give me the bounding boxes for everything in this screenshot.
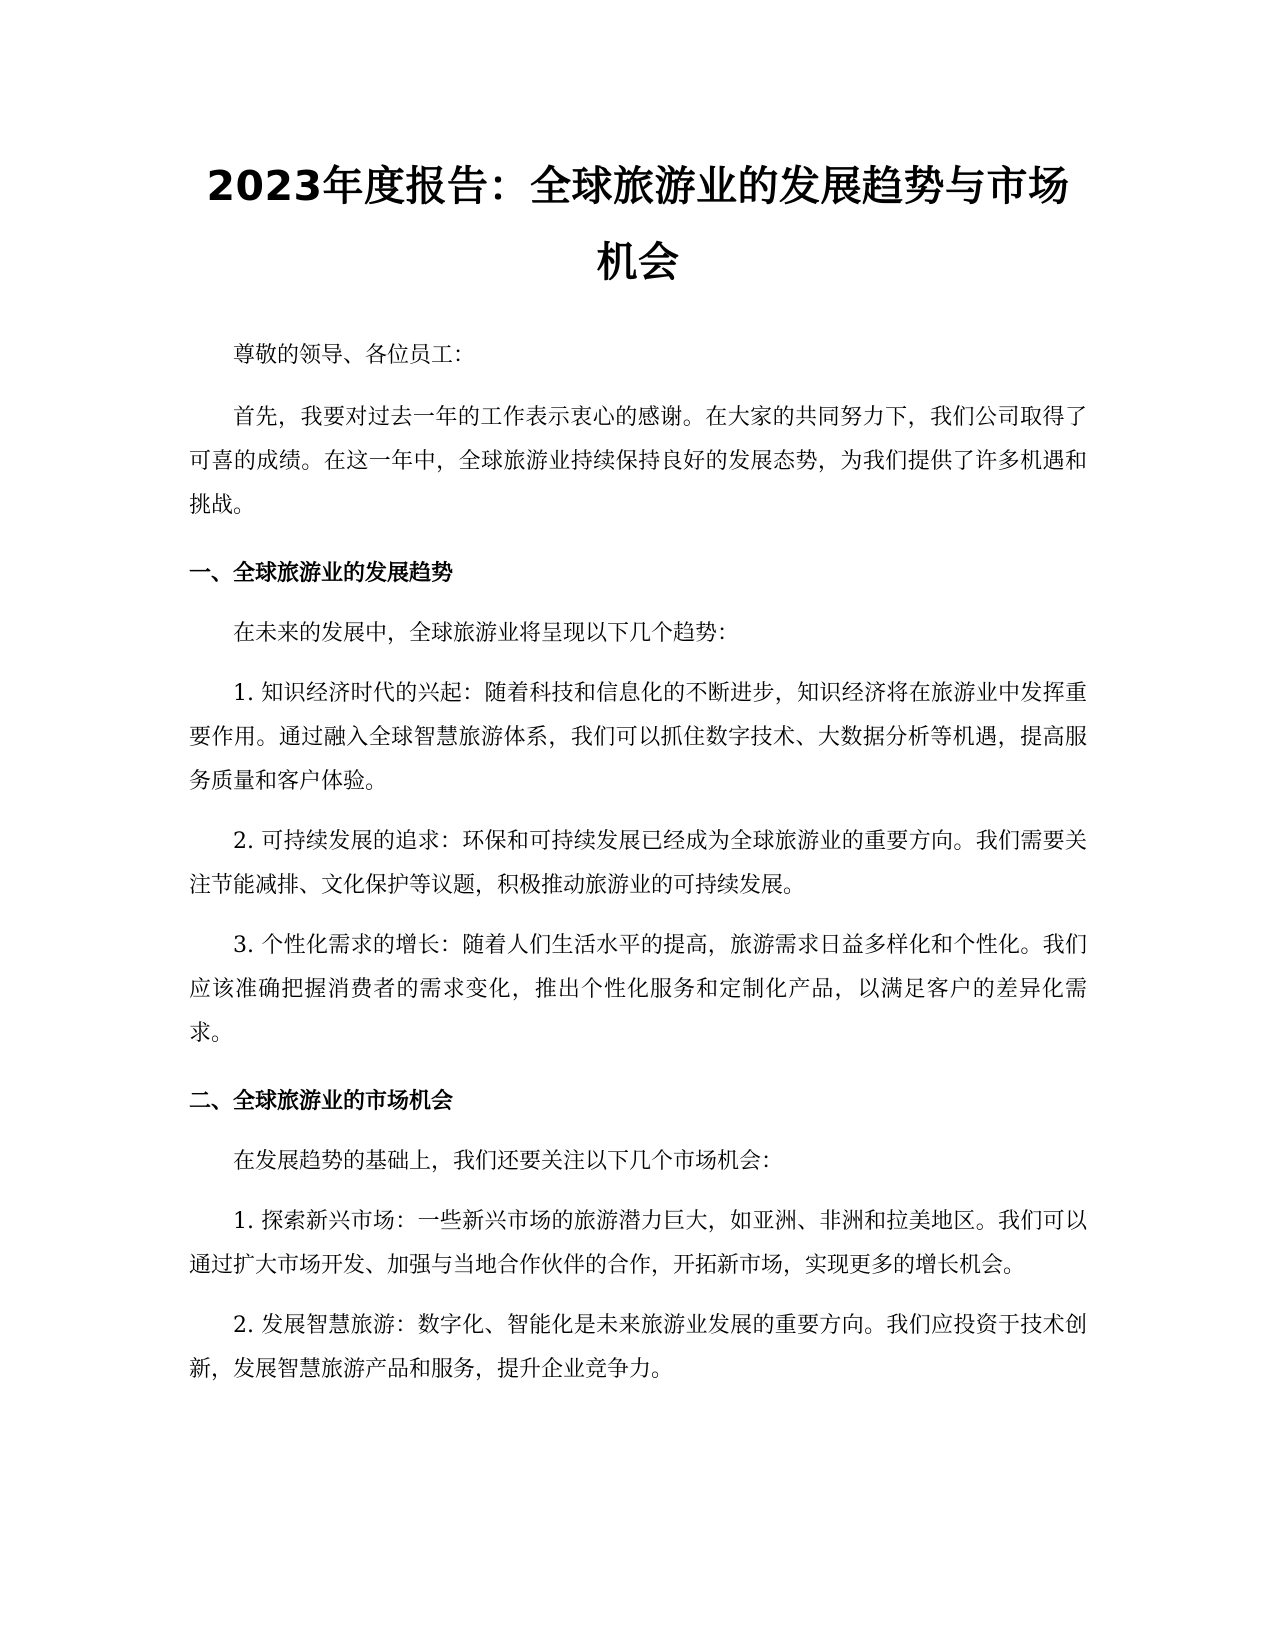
trend-item-knowledge-economy: 1. 知识经济时代的兴起：随着科技和信息化的不断进步，知识经济将在旅游业中发挥重要作用。通过融入全球智慧旅游体系，我们可以抓住数字技术、大数据分析等机遇，提高服务质量和客户体验。 (189, 681, 1087, 794)
greeting-paragraph: 尊敬的领导、各位员工： (233, 343, 476, 368)
document-body (189, 148, 1087, 1392)
trend-item-personalization: 3. 个性化需求的增长：随着人们生活水平的提高，旅游需求日益多样化和个性化。我们应该准确把握消费者的需求变化，推出个性化服务和定制化产品，以满足客户的差异化需求。 (189, 933, 1087, 1046)
intro-paragraph: 首先，我要对过去一年的工作表示衷心的感谢。在大家的共同努力下，我们公司取得了可喜的成绩。在这一年中，全球旅游业持续保持良好的发展态势，为我们提供了许多机遇和挑战。 (189, 405, 1087, 518)
section-lead-trends: 在未来的发展中，全球旅游业将呈现以下几个趋势： (233, 621, 740, 646)
opportunity-item-smart-tourism: 2. 发展智慧旅游：数字化、智能化是未来旅游业发展的重要方向。我们应投资于技术创新，发展智慧旅游产品和服务，提升企业竞争力。 (189, 1313, 1087, 1382)
section-heading-opportunities: 二、全球旅游业的市场机会 (189, 1089, 454, 1114)
section-heading-trends: 一、全球旅游业的发展趋势 (189, 561, 454, 586)
trend-item-sustainability: 2. 可持续发展的追求：环保和可持续发展已经成为全球旅游业的重要方向。我们需要关注节能减排、文化保护等议题，积极推动旅游业的可持续发展。 (189, 829, 1087, 898)
opportunity-item-emerging-markets: 1. 探索新兴市场：一些新兴市场的旅游潜力巨大，如亚洲、非洲和拉美地区。我们可以通过扩大市场开发、加强与当地合作伙伴的合作，开拓新市场，实现更多的增长机会。 (189, 1209, 1087, 1278)
section-lead-opportunities: 在发展趋势的基础上，我们还要关注以下几个市场机会： (233, 1149, 784, 1174)
document-title: 2023年度报告：全球旅游业的发展趋势与市场机会 (206, 162, 1070, 286)
